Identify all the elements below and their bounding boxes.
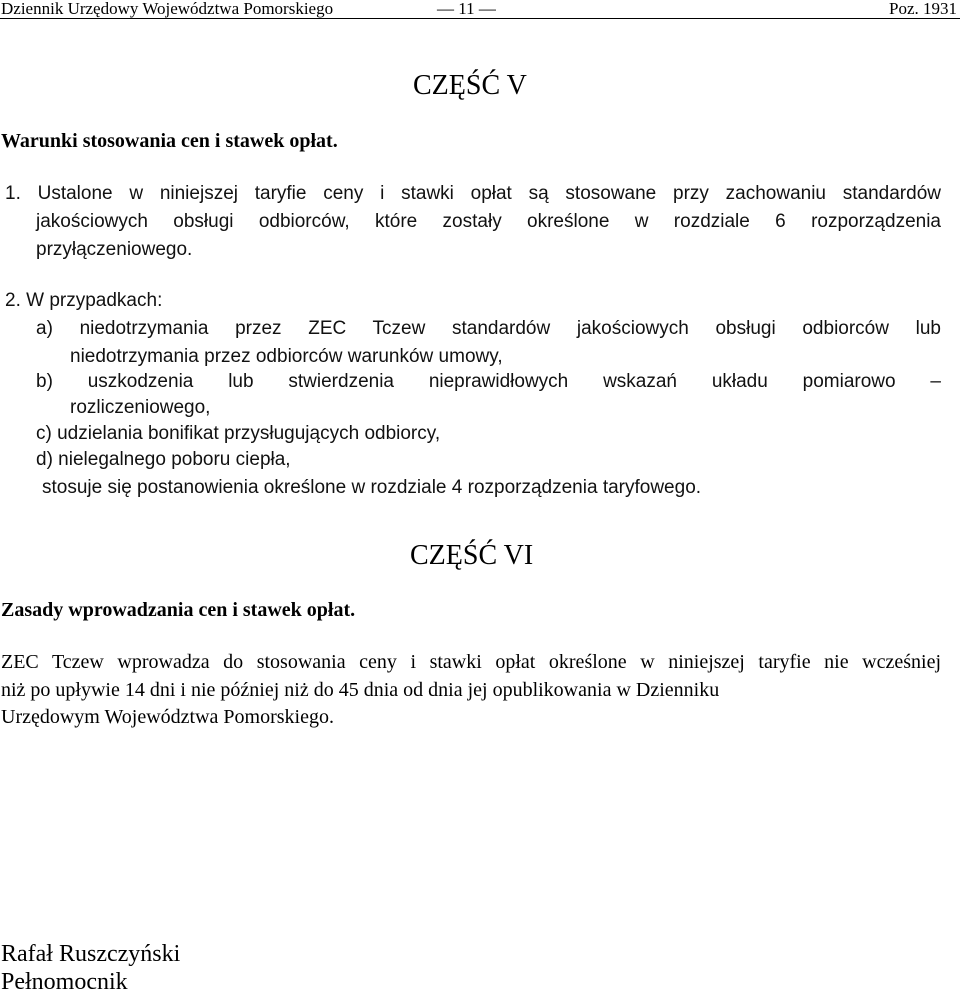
item-a-line1: a) niedotrzymania przez ZEC Tczew standardów jakościowych obsługi odbiorców lub bbox=[36, 318, 941, 339]
page-number: — 11 — bbox=[437, 0, 496, 18]
part-vi-line2: niż po upływie 14 dni i nie później niż do 45 dnia od dnia jej opublikowania w Dzienniku bbox=[1, 679, 720, 701]
part-v-heading: Warunki stosowania cen i stawek opłat. bbox=[1, 130, 338, 152]
part-vi-line3: Urzędowym Województwa Pomorskiego. bbox=[1, 706, 334, 728]
part-vi-heading: Zasady wprowadzania cen i stawek opłat. bbox=[1, 599, 356, 621]
para2-closing: stosuje się postanowienia określone w rozdziale 4 rozporządzenia taryfowego. bbox=[42, 477, 702, 498]
para1-line2: jakościowych obsługi odbiorców, które zostały określone w rozdziale 6 rozporządzenia bbox=[36, 211, 941, 232]
para1-line1: 1. Ustalone w niniejszej taryfie ceny i stawki opłat są stosowane przy zachowaniu standardów bbox=[5, 183, 941, 204]
page-header bbox=[0, 0, 960, 19]
part-vi-line1: ZEC Tczew wprowadza do stosowania ceny i stawki opłat określone w niniejszej taryfie nie wcześniej bbox=[1, 651, 941, 673]
part-v-title: CZĘŚĆ V bbox=[413, 70, 527, 101]
para1-line3: przyłączeniowego. bbox=[36, 239, 193, 260]
item-a-line2: niedotrzymania przez odbiorców warunków umowy, bbox=[70, 346, 503, 367]
position-number: Poz. 1931 bbox=[889, 0, 957, 18]
item-d: d) nielegalnego poboru ciepła, bbox=[36, 449, 291, 470]
header-rule bbox=[0, 18, 960, 19]
signatory-name: Rafał Ruszczyński bbox=[1, 941, 181, 967]
item-b-line2: rozliczeniowego, bbox=[70, 397, 211, 418]
item-b-line1: b) uszkodzenia lub stwierdzenia nieprawidłowych wskazań układu pomiarowo – bbox=[36, 371, 941, 392]
signatory-role: Pełnomocnik bbox=[1, 969, 128, 995]
part-vi-title: CZĘŚĆ VI bbox=[410, 540, 534, 571]
journal-title: Dziennik Urzędowy Województwa Pomorskiego bbox=[1, 0, 334, 18]
para2-intro: 2. W przypadkach: bbox=[5, 290, 163, 311]
item-c: c) udzielania bonifikat przysługujących odbiorcy, bbox=[36, 423, 441, 444]
